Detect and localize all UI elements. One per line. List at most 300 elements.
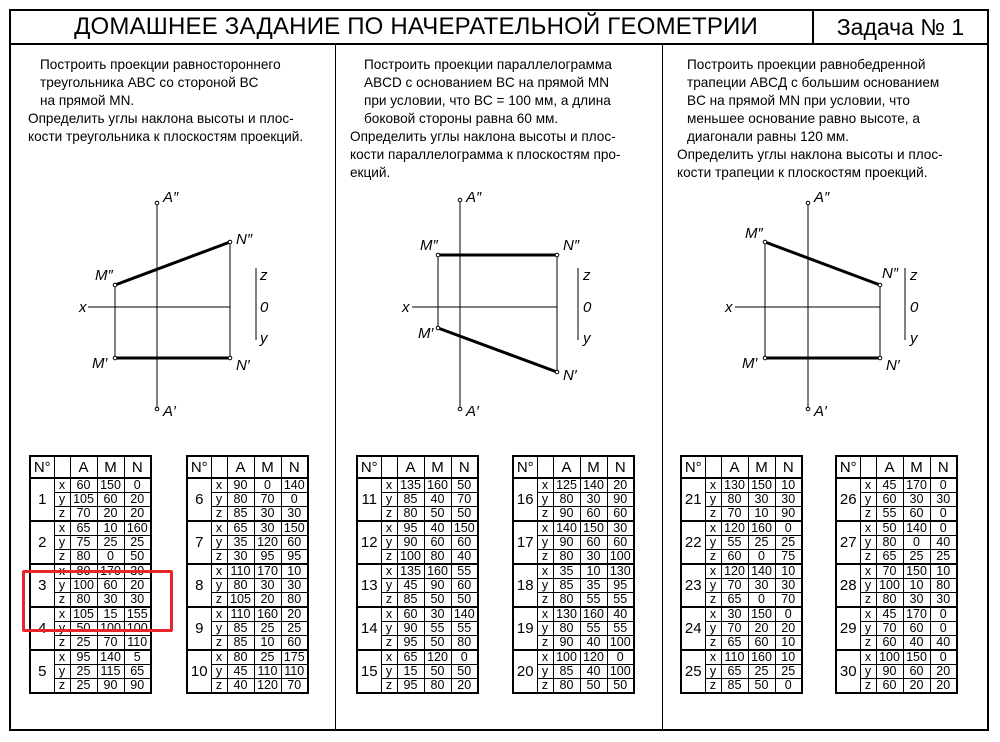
label-m2: M″ — [420, 237, 438, 254]
coordinate-cell: 85 — [227, 507, 254, 522]
table-row — [836, 650, 957, 665]
highlighted-variant-3 — [22, 570, 173, 632]
axis-label: z — [381, 636, 397, 651]
coordinate-cell: 30 — [124, 564, 151, 579]
coordinate-cell: 50 — [451, 507, 478, 522]
table-header-a: A — [227, 456, 254, 478]
coordinate-cell: 155 — [124, 607, 151, 622]
coordinate-cell: 0 — [254, 478, 281, 493]
table-header-no: N° — [836, 456, 860, 478]
problem-line: Построить проекции равностороннего — [40, 57, 281, 72]
coordinate-cell: 65 — [721, 593, 748, 608]
label-z: z — [583, 267, 591, 284]
coordinate-cell: 60 — [97, 493, 124, 507]
coordinate-cell: 130 — [553, 607, 580, 622]
coordinate-cell: 80 — [553, 679, 580, 694]
axis-label: y — [537, 622, 553, 636]
label-m1: M′ — [742, 355, 758, 372]
axis-label: z — [705, 636, 721, 651]
coordinate-cell: 100 — [607, 636, 634, 651]
coordinate-cell: 50 — [424, 507, 451, 522]
axis-label: y — [54, 579, 70, 593]
coordinate-cell: 45 — [227, 665, 254, 679]
coordinate-cell: 160 — [424, 478, 451, 493]
coordinate-cell: 20 — [451, 679, 478, 694]
problem-line: кости треугольника к плоскостям проекций. — [28, 129, 304, 144]
table-header-n: N — [775, 456, 802, 478]
axis-label: x — [381, 650, 397, 665]
table-row — [187, 564, 308, 579]
label-n2: N″ — [563, 237, 580, 254]
coordinate-cell: 10 — [748, 507, 775, 522]
coordinate-cell: 80 — [553, 493, 580, 507]
table-header-m: M — [97, 456, 124, 478]
coordinate-cell: 110 — [281, 665, 308, 679]
coordinate-cell: 65 — [70, 521, 97, 536]
coordinate-cell: 60 — [903, 622, 930, 636]
coordinate-cell: 0 — [748, 550, 775, 565]
coordinate-cell: 60 — [397, 607, 424, 622]
table-row — [357, 650, 478, 665]
coordinate-cell: 85 — [721, 679, 748, 694]
coordinate-cell: 25 — [97, 536, 124, 550]
table-row — [187, 521, 308, 536]
coordinate-cell: 110 — [124, 636, 151, 651]
coordinate-cell: 50 — [124, 550, 151, 565]
label-m2: M″ — [745, 225, 763, 242]
coordinate-cell: 45 — [397, 579, 424, 593]
coordinate-cell: 55 — [424, 622, 451, 636]
label-zero: 0 — [910, 299, 919, 316]
coordinate-cell: 0 — [930, 507, 957, 522]
axis-label: z — [860, 507, 876, 522]
coordinate-cell: 80 — [70, 550, 97, 565]
table-header-m: M — [748, 456, 775, 478]
table-row — [30, 521, 151, 536]
coordinate-cell: 10 — [775, 564, 802, 579]
variant-number: 30 — [836, 650, 860, 693]
axis-label: x — [705, 521, 721, 536]
coordinate-cell: 30 — [903, 493, 930, 507]
variant-number: 23 — [681, 564, 705, 607]
table-header-axis — [381, 456, 397, 478]
axis-label: z — [860, 679, 876, 694]
coordinate-cell: 30 — [424, 607, 451, 622]
axis-label: x — [860, 650, 876, 665]
table-header-no: N° — [681, 456, 705, 478]
coordinate-cell: 170 — [903, 607, 930, 622]
axis-label: y — [860, 665, 876, 679]
problem-line: кости параллелограмма к плоскостям про- — [350, 147, 621, 162]
table-row — [357, 521, 478, 536]
coordinate-cell: 30 — [580, 550, 607, 565]
problem-line: Построить проекции равнобедренной — [687, 57, 926, 72]
variant-number: 19 — [513, 607, 537, 650]
problem-line: Определить углы наклона высоты и плос- — [28, 111, 294, 126]
coordinate-cell: 0 — [930, 607, 957, 622]
coordinate-cell: 95 — [607, 579, 634, 593]
axis-label: x — [860, 521, 876, 536]
label-m1: M′ — [418, 325, 434, 342]
coordinate-cell: 55 — [580, 622, 607, 636]
axis-label: x — [211, 564, 227, 579]
axis-label: y — [537, 579, 553, 593]
coordinate-cell: 25 — [70, 636, 97, 651]
problem-line: боковой стороны равна 60 мм. — [364, 111, 559, 126]
axis-label: z — [860, 636, 876, 651]
label-x: x — [79, 299, 87, 316]
label-n1: N′ — [236, 357, 250, 374]
coordinate-cell: 30 — [607, 521, 634, 536]
coordinate-cell: 60 — [451, 579, 478, 593]
variant-number: 22 — [681, 521, 705, 564]
axis-label: y — [537, 493, 553, 507]
table-header-m: M — [424, 456, 451, 478]
variant-number: 24 — [681, 607, 705, 650]
axis-label: z — [537, 679, 553, 694]
problem-line: BC на прямой MN при условии, что — [687, 93, 910, 108]
coordinate-cell: 40 — [580, 636, 607, 651]
coordinate-cell: 60 — [281, 636, 308, 651]
coordinate-cell: 30 — [227, 550, 254, 565]
coordinate-cell: 140 — [748, 564, 775, 579]
label-a2: A″ — [163, 189, 179, 206]
coordinate-cell: 0 — [930, 622, 957, 636]
coordinate-cell: 60 — [607, 507, 634, 522]
label-x: x — [725, 299, 733, 316]
coordinate-cell: 120 — [254, 679, 281, 694]
coordinate-cell: 80 — [451, 636, 478, 651]
coordinate-cell: 95 — [397, 679, 424, 694]
task-number: Задача № 1 — [836, 14, 965, 40]
label-y: y — [260, 330, 268, 347]
coordinate-cell: 30 — [281, 579, 308, 593]
label-n2: N″ — [236, 231, 253, 248]
coordinate-cell: 25 — [903, 550, 930, 565]
coordinate-cell: 110 — [254, 665, 281, 679]
coordinate-cell: 85 — [397, 493, 424, 507]
coordinate-cell: 100 — [124, 622, 151, 636]
coordinate-cell: 95 — [281, 550, 308, 565]
problem-line: кости трапеции к плоскостям проекций. — [677, 165, 928, 180]
table-header-a: A — [397, 456, 424, 478]
problem-line: при условии, что BC = 100 мм, а длина — [364, 93, 611, 108]
coordinate-cell: 30 — [254, 521, 281, 536]
coordinate-cell: 40 — [930, 536, 957, 550]
axis-label: y — [381, 665, 397, 679]
coordinate-cell: 140 — [580, 478, 607, 493]
table-row — [513, 521, 634, 536]
coordinate-cell: 60 — [721, 550, 748, 565]
coordinate-cell: 50 — [607, 679, 634, 694]
coordinate-cell: 60 — [876, 679, 903, 694]
axis-label: z — [381, 550, 397, 565]
problem-line: Определить углы наклона высоты и плос- — [350, 129, 616, 144]
axis-label: z — [537, 550, 553, 565]
label-x: x — [402, 299, 410, 316]
axis-label: x — [381, 478, 397, 493]
coordinate-cell: 20 — [97, 507, 124, 522]
axis-label: z — [537, 593, 553, 608]
table-header-axis — [211, 456, 227, 478]
variant-number: 9 — [187, 607, 211, 650]
coordinate-cell: 50 — [748, 679, 775, 694]
label-a2: A″ — [466, 189, 482, 206]
variant-number: 14 — [357, 607, 381, 650]
coordinate-cell: 140 — [451, 607, 478, 622]
axis-label: y — [381, 622, 397, 636]
problem-line: екций. — [350, 165, 391, 180]
coordinate-cell: 60 — [903, 507, 930, 522]
coordinate-cell: 10 — [580, 564, 607, 579]
axis-label: x — [54, 564, 70, 579]
coordinate-cell: 70 — [70, 507, 97, 522]
table-row — [836, 521, 957, 536]
table-row — [836, 607, 957, 622]
axis-label: x — [54, 478, 70, 493]
coordinate-cell: 10 — [775, 478, 802, 493]
axis-label: z — [381, 507, 397, 522]
variant-number: 20 — [513, 650, 537, 693]
table-header-no: N° — [187, 456, 211, 478]
axis-label: x — [211, 478, 227, 493]
coordinate-cell: 100 — [397, 550, 424, 565]
coordinate-cell: 45 — [876, 478, 903, 493]
variant-number: 6 — [187, 478, 211, 521]
coordinate-cell: 40 — [903, 636, 930, 651]
axis-label: y — [705, 493, 721, 507]
coordinate-cell: 100 — [876, 650, 903, 665]
variant-table-6 — [835, 455, 958, 694]
coordinate-cell: 25 — [70, 679, 97, 694]
axis-label: x — [537, 650, 553, 665]
coordinate-cell: 90 — [97, 679, 124, 694]
coordinate-cell: 35 — [580, 579, 607, 593]
axis-label: x — [860, 607, 876, 622]
table-row — [30, 650, 151, 665]
variant-number: 28 — [836, 564, 860, 607]
variant-number: 7 — [187, 521, 211, 564]
coordinate-cell: 50 — [451, 665, 478, 679]
coordinate-cell: 55 — [876, 507, 903, 522]
table-row — [681, 564, 802, 579]
axis-label: x — [54, 521, 70, 536]
coordinate-cell: 100 — [97, 622, 124, 636]
coordinate-cell: 160 — [748, 650, 775, 665]
coordinate-cell: 150 — [903, 564, 930, 579]
coordinate-cell: 80 — [227, 579, 254, 593]
coordinate-cell: 90 — [876, 665, 903, 679]
label-n2: N″ — [882, 265, 899, 282]
coordinate-cell: 100 — [553, 650, 580, 665]
coordinate-cell: 40 — [451, 550, 478, 565]
axis-label: y — [381, 493, 397, 507]
table-header-n: N — [451, 456, 478, 478]
table-header-axis — [54, 456, 70, 478]
axis-label: y — [860, 579, 876, 593]
coordinate-cell: 140 — [903, 521, 930, 536]
coordinate-cell: 30 — [580, 493, 607, 507]
coordinate-cell: 90 — [553, 536, 580, 550]
axis-label: x — [54, 650, 70, 665]
coordinate-cell: 95 — [397, 521, 424, 536]
coordinate-cell: 60 — [70, 478, 97, 493]
problem-line: меньшее основание равно высоте, а — [687, 111, 920, 126]
coordinate-cell: 0 — [775, 679, 802, 694]
coordinate-cell: 80 — [876, 593, 903, 608]
coordinate-cell: 65 — [124, 665, 151, 679]
coordinate-cell: 120 — [721, 521, 748, 536]
coordinate-cell: 80 — [553, 593, 580, 608]
coordinate-cell: 20 — [748, 622, 775, 636]
table-header-axis — [705, 456, 721, 478]
variant-number: 1 — [30, 478, 54, 521]
table-row — [513, 607, 634, 622]
variant-table-3 — [356, 455, 479, 694]
coordinate-cell: 60 — [876, 493, 903, 507]
coordinate-cell: 15 — [97, 607, 124, 622]
table-row — [681, 478, 802, 493]
label-y: y — [583, 330, 591, 347]
coordinate-cell: 55 — [451, 564, 478, 579]
axis-label: z — [54, 636, 70, 651]
axis-label: z — [211, 636, 227, 651]
coordinate-cell: 130 — [721, 478, 748, 493]
variant-number: 13 — [357, 564, 381, 607]
axis-label: x — [537, 478, 553, 493]
table-header-axis — [860, 456, 876, 478]
coordinate-cell: 20 — [930, 679, 957, 694]
label-n1: N′ — [886, 357, 900, 374]
coordinate-cell: 20 — [281, 607, 308, 622]
table-header-a: A — [70, 456, 97, 478]
coordinate-cell: 95 — [70, 650, 97, 665]
coordinate-cell: 65 — [721, 636, 748, 651]
variant-number: 11 — [357, 478, 381, 521]
table-header-n: N — [607, 456, 634, 478]
coordinate-cell: 10 — [775, 650, 802, 665]
variant-table-2 — [186, 455, 309, 694]
coordinate-cell: 30 — [97, 593, 124, 608]
label-m2: M″ — [95, 267, 113, 284]
table-row — [836, 564, 957, 579]
coordinate-cell: 30 — [124, 593, 151, 608]
coordinate-cell: 0 — [97, 550, 124, 565]
table-header-n: N — [930, 456, 957, 478]
coordinate-cell: 25 — [254, 622, 281, 636]
axis-label: y — [705, 536, 721, 550]
axis-label: x — [860, 478, 876, 493]
table-row — [836, 478, 957, 493]
coordinate-cell: 20 — [254, 593, 281, 608]
coordinate-cell: 85 — [553, 665, 580, 679]
coordinate-cell: 150 — [97, 478, 124, 493]
variant-table-5 — [680, 455, 803, 694]
coordinate-cell: 50 — [70, 622, 97, 636]
coordinate-cell: 85 — [227, 636, 254, 651]
coordinate-cell: 15 — [397, 665, 424, 679]
axis-label: y — [211, 665, 227, 679]
coordinate-cell: 80 — [70, 593, 97, 608]
coordinate-cell: 175 — [281, 650, 308, 665]
coordinate-cell: 65 — [876, 550, 903, 565]
coordinate-cell: 80 — [70, 564, 97, 579]
coordinate-cell: 0 — [930, 521, 957, 536]
coordinate-cell: 85 — [227, 622, 254, 636]
coordinate-cell: 30 — [254, 579, 281, 593]
coordinate-cell: 30 — [748, 579, 775, 593]
table-row — [681, 650, 802, 665]
coordinate-cell: 30 — [281, 507, 308, 522]
coordinate-cell: 50 — [424, 636, 451, 651]
variant-number: 16 — [513, 478, 537, 521]
coordinate-cell: 95 — [254, 550, 281, 565]
problem-line: Определить углы наклона высоты и плос- — [677, 147, 943, 162]
coordinate-cell: 20 — [930, 665, 957, 679]
coordinate-cell: 30 — [721, 607, 748, 622]
coordinate-cell: 65 — [721, 665, 748, 679]
axis-label: z — [705, 550, 721, 565]
coordinate-cell: 0 — [607, 650, 634, 665]
coordinate-cell: 60 — [424, 536, 451, 550]
coordinate-cell: 80 — [281, 593, 308, 608]
coordinate-cell: 50 — [424, 593, 451, 608]
axis-label: z — [54, 679, 70, 694]
coordinate-cell: 60 — [580, 507, 607, 522]
variant-number: 26 — [836, 478, 860, 521]
coordinate-cell: 115 — [97, 665, 124, 679]
variant-number: 29 — [836, 607, 860, 650]
coordinate-cell: 0 — [930, 650, 957, 665]
coordinate-cell: 40 — [607, 607, 634, 622]
variant-table-4 — [512, 455, 635, 694]
coordinate-cell: 135 — [397, 564, 424, 579]
coordinate-cell: 25 — [254, 650, 281, 665]
problem-line: Построить проекции параллелограмма — [364, 57, 612, 72]
coordinate-cell: 85 — [397, 593, 424, 608]
coordinate-cell: 30 — [930, 493, 957, 507]
coordinate-cell: 55 — [607, 622, 634, 636]
axis-label: y — [54, 665, 70, 679]
axis-label: y — [860, 493, 876, 507]
table-header-n: N — [124, 456, 151, 478]
page-title: ДОМАШНЕЕ ЗАДАНИЕ ПО НАЧЕРАТЕЛЬНОЙ ГЕОМЕТРИИ — [74, 13, 758, 40]
axis-label: z — [860, 550, 876, 565]
axis-label: y — [211, 536, 227, 550]
problem-line: на прямой MN. — [40, 93, 135, 108]
variant-number: 3 — [30, 564, 54, 607]
coordinate-cell: 150 — [748, 478, 775, 493]
axis-label: x — [54, 607, 70, 622]
coordinate-cell: 110 — [227, 564, 254, 579]
coordinate-cell: 80 — [424, 679, 451, 694]
label-m1: M′ — [92, 355, 108, 372]
coordinate-cell: 170 — [97, 564, 124, 579]
coordinate-cell: 105 — [70, 493, 97, 507]
coordinate-cell: 50 — [424, 665, 451, 679]
coordinate-cell: 70 — [775, 593, 802, 608]
coordinate-cell: 100 — [70, 579, 97, 593]
coordinate-cell: 60 — [97, 579, 124, 593]
label-a2: A″ — [814, 189, 830, 206]
table-row — [30, 478, 151, 493]
coordinate-cell: 35 — [227, 536, 254, 550]
axis-label: y — [54, 536, 70, 550]
table-header-axis — [537, 456, 553, 478]
coordinate-cell: 40 — [580, 665, 607, 679]
coordinate-cell: 160 — [124, 521, 151, 536]
coordinate-cell: 100 — [607, 665, 634, 679]
